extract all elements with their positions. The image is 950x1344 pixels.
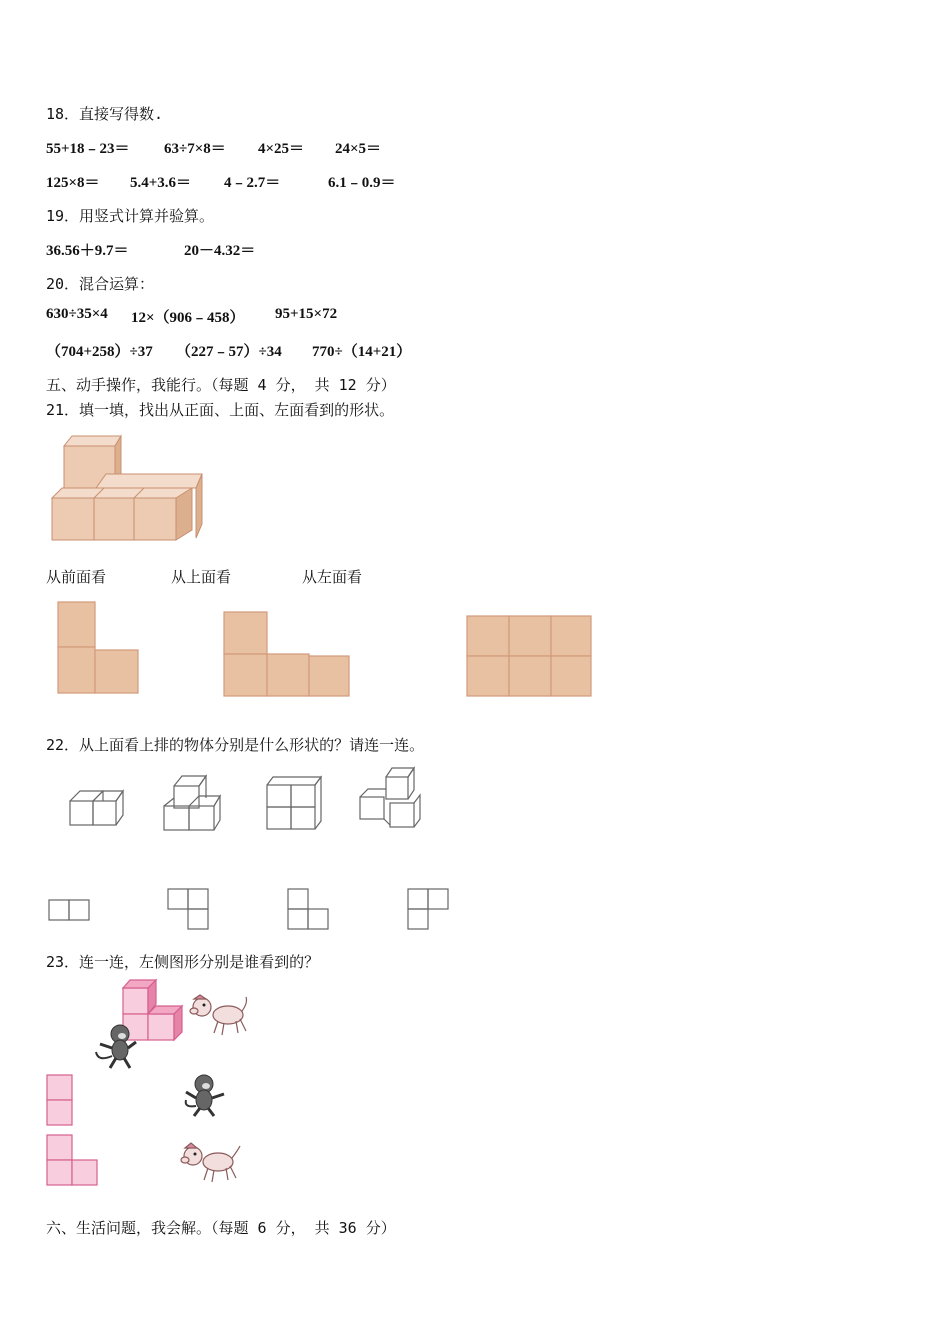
q23-view-shape-2 [45,1133,101,1187]
q20-expr: 95+15×72 [275,306,338,322]
q20-expr: （227﹣57）÷34 [176,344,282,360]
q18-expr: 5.4+3.6＝ [130,175,192,191]
q22-object-1 [68,785,124,829]
q19-title: 19．用竖式计算并验算。 [46,207,215,225]
view-shape-2 [222,610,352,698]
view-label-left: 从左面看 [302,568,363,586]
view-shape-3 [465,614,595,699]
monkey-icon [180,1072,228,1118]
monkey-icon [92,1022,140,1070]
q22-top-view-2 [166,887,212,933]
q22-top-view-4 [406,887,452,933]
dog-icon [188,993,250,1037]
q20-title: 20．混合运算： [46,275,155,293]
q18-expr: 4﹣2.7＝ [224,175,281,191]
view-label-top: 从上面看 [171,568,232,586]
q18-expr: 55+18﹣23＝ [46,141,130,157]
q19-expr: 20－4.32＝ [184,243,256,259]
view-label-front: 从前面看 [46,568,107,586]
q22-object-3 [265,775,325,831]
q21-title: 21．填一填，找出从正面、上面、左面看到的形状。 [46,401,395,419]
q21-cube-stack-figure [50,430,205,545]
q22-object-2 [162,772,224,832]
q23-view-shape-1 [45,1073,75,1127]
q20-expr: 12×（906﹣458） [131,310,245,326]
q18-expr: 24×5＝ [335,141,382,157]
q18-title: 18．直接写得数. [46,105,164,123]
view-shape-1 [56,600,142,696]
q18-expr: 4×25＝ [258,141,305,157]
dog-icon [180,1140,242,1184]
q22-object-4 [358,765,424,831]
q23-title: 23．连一连，左侧图形分别是谁看到的？ [46,953,320,971]
q18-expr: 125×8＝ [46,175,100,191]
q18-expr: 63÷7×8＝ [164,141,226,157]
q22-top-view-3 [286,887,332,933]
q20-expr: 770÷（14+21） [312,344,412,360]
q20-expr: （704+258）÷37 [46,344,153,360]
section5-heading: 五、动手操作，我能行。（每题 4 分， 共 12 分） [46,376,396,394]
section6-heading: 六、生活问题，我会解。（每题 6 分， 共 36 分） [46,1219,396,1237]
q18-expr: 6.1﹣0.9＝ [328,175,396,191]
q19-expr: 36.56＋9.7＝ [46,243,129,259]
q22-title: 22．从上面看上排的物体分别是什么形状的？请连一连。 [46,736,425,754]
q22-top-view-1 [47,898,91,922]
q20-expr: 630÷35×4 [46,306,108,322]
